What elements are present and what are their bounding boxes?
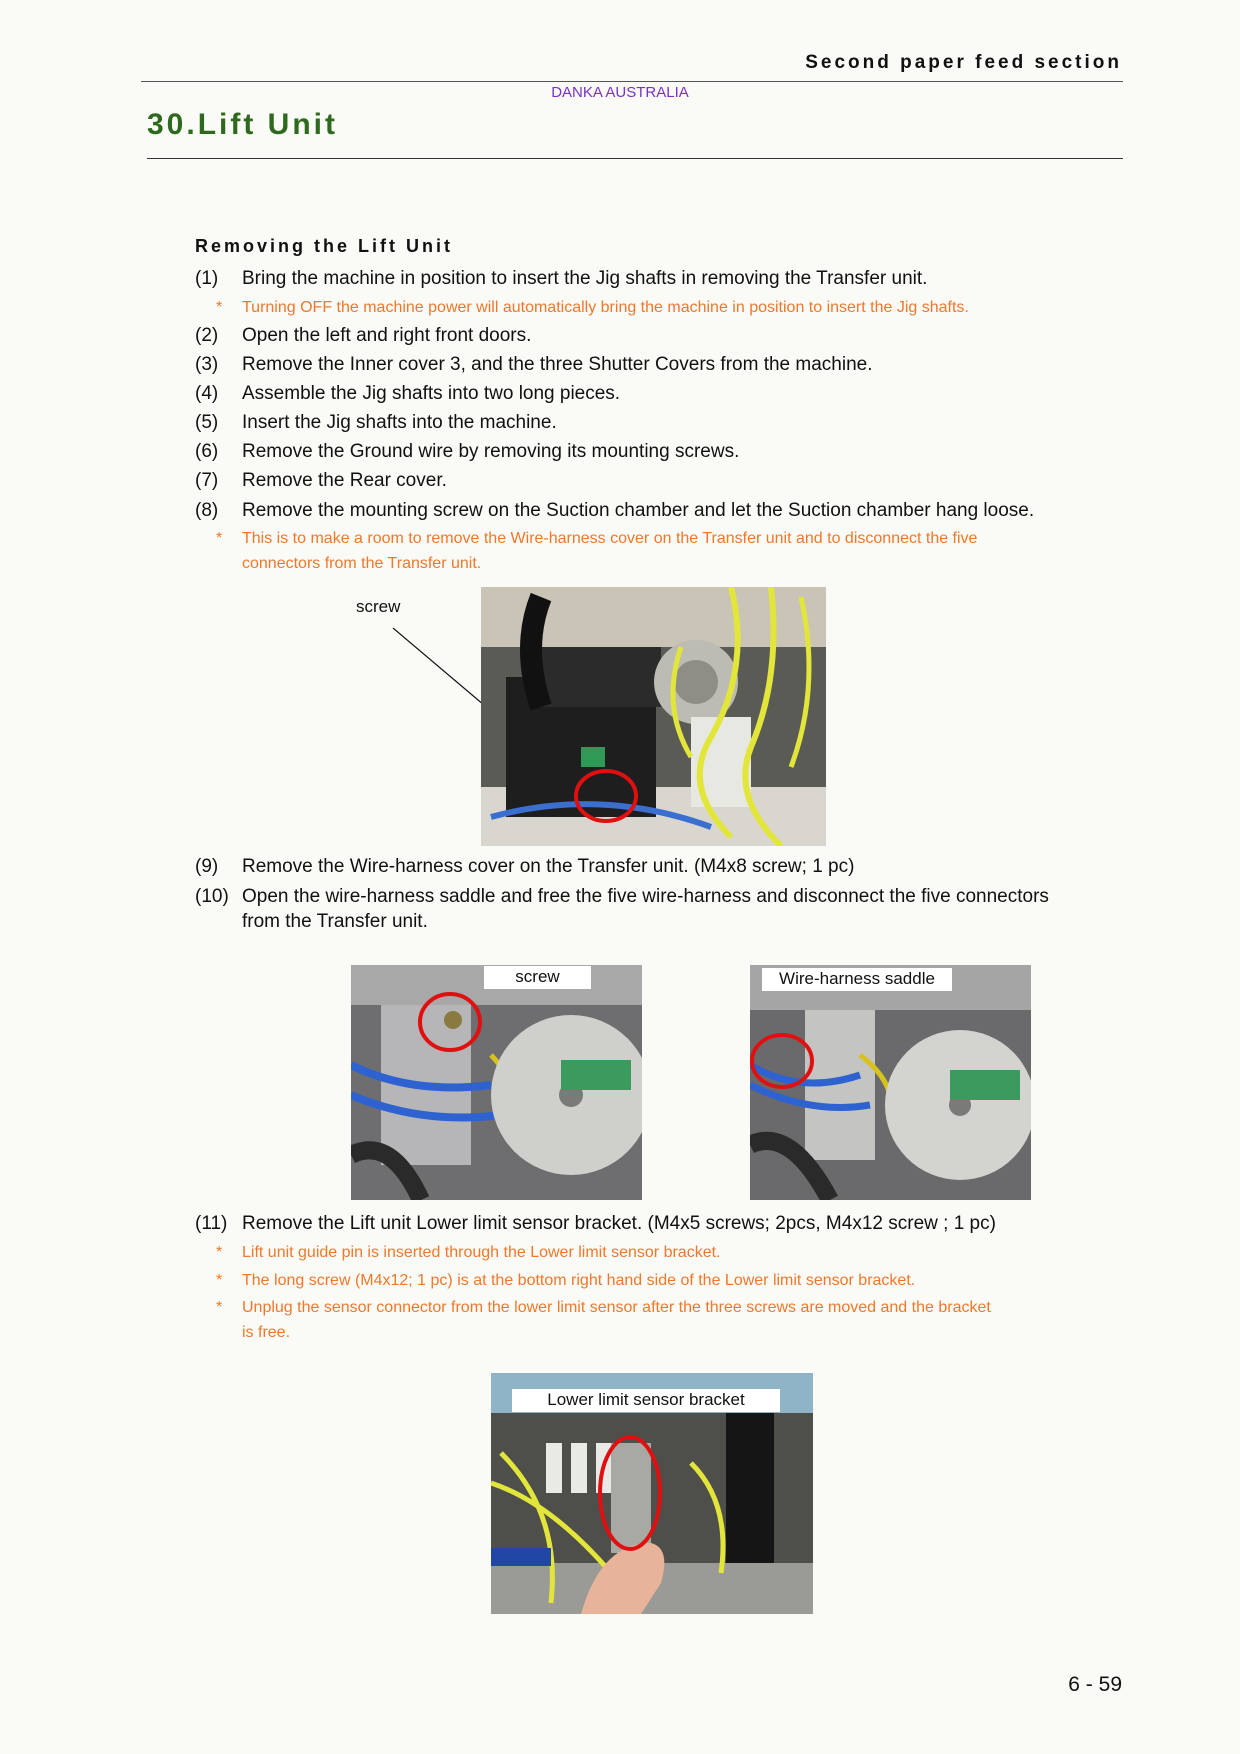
page-number: 6 - 59	[1068, 1673, 1122, 1696]
header-rule	[141, 81, 1123, 82]
running-header: Second paper feed section	[805, 52, 1122, 73]
figure-1-label: screw	[356, 597, 401, 616]
figure-2-photo	[351, 965, 642, 1200]
figure-1-photo	[481, 587, 826, 846]
figure-4-label: Lower limit sensor bracket	[512, 1389, 780, 1412]
page-title: 30.Lift Unit	[147, 108, 338, 141]
figure-2-label: screw	[484, 966, 591, 989]
figure-3-photo	[750, 965, 1031, 1200]
procedure-title: Removing the Lift Unit	[195, 236, 453, 256]
title-rule	[147, 158, 1123, 159]
company-name: DANKA AUSTRALIA	[551, 84, 689, 101]
figure-3-label: Wire-harness saddle	[762, 968, 952, 991]
